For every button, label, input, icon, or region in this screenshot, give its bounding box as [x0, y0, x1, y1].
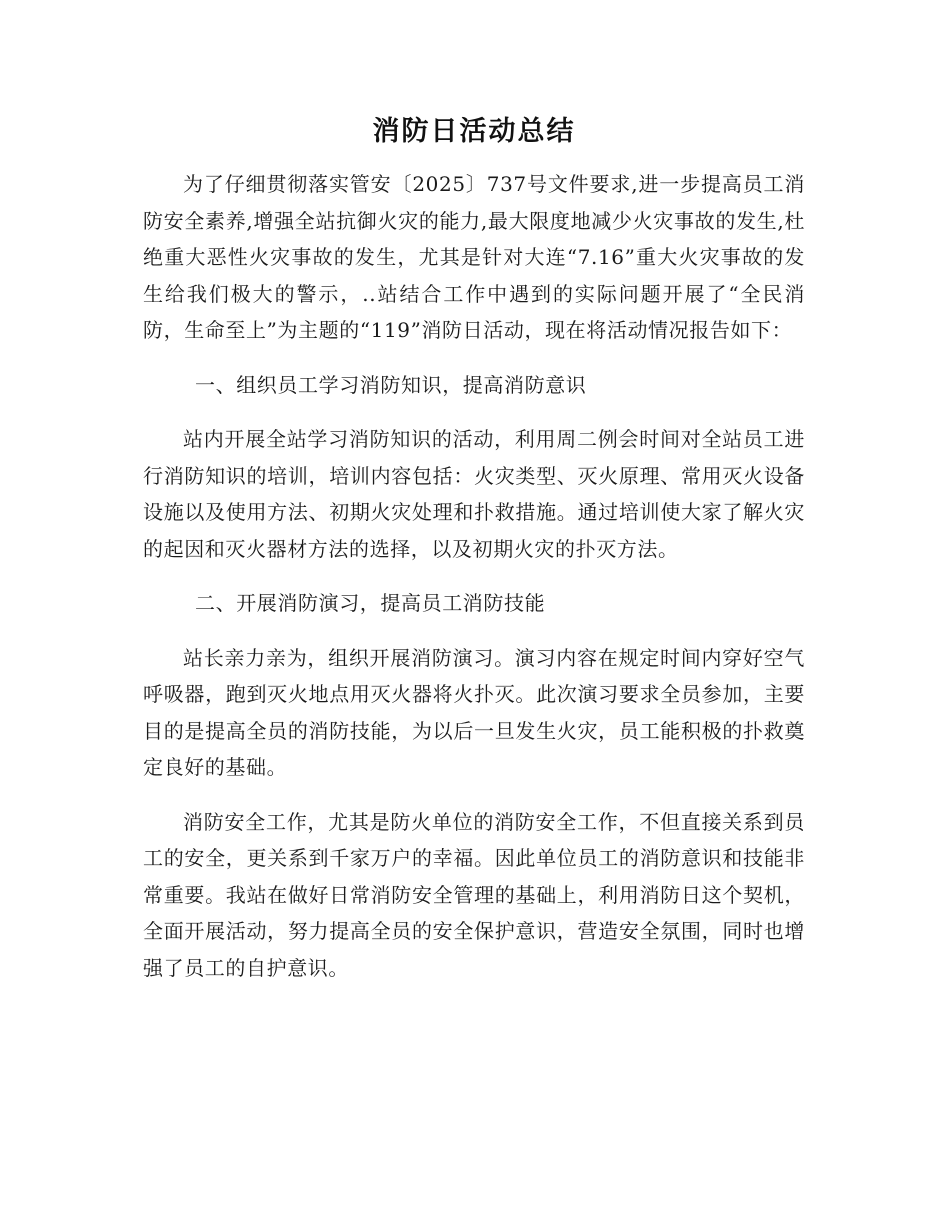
intro-paragraph: 为了仔细贯彻落实管安〔2025〕737号文件要求,进一步提高员工消防安全素养,增强全站抗御火灾的能力,最大限度地减少火灾事故的发生,杜绝重大恶性火灾事故的发生，尤其是针对大连“7.16”重大火灾事故的发生给我们极大的警示，..站结合工作中遇到的实际问题开展了“全民消防，生命至上”为主题的“119”消防日活动，现在将活动情况报告如下： [143, 172, 805, 342]
section-1-paragraph: 站内开展全站学习消防知识的活动，利用周二例会时间对全站员工进行消防知识的培训，培训内容包括：火灾类型、灭火原理、常用灭火设备设施以及使用方法、初期火灾处理和扑救措施。通过培训使大家了解火灾的起因和灭火器材方法的选择，以及初期火灾的扑灭方法。 [143, 427, 805, 561]
section-2-paragraph: 站长亲力亲为，组织开展消防演习。演习内容在规定时间内穿好空气呼吸器，跑到灭火地点用灭火器将火扑灭。此次演习要求全员参加，主要目的是提高全员的消防技能，为以后一旦发生火灾，员工能积极的扑救奠定良好的基础。 [143, 645, 805, 779]
paragraph-gap [143, 403, 805, 421]
paragraph-gap [143, 567, 805, 585]
document-page [143, 112, 805, 986]
section-heading-1: 一、组织员工学习消防知识，提高消防意识 [195, 372, 587, 397]
document-title: 消防日活动总结 [372, 116, 576, 147]
paragraph-gap [143, 786, 805, 804]
section-heading-2: 二、开展消防演习，提高员工消防技能 [195, 591, 546, 615]
paragraph-gap [143, 349, 805, 367]
conclusion-paragraph: 消防安全工作，尤其是防火单位的消防安全工作，不但直接关系到员工的安全，更关系到千家万户的幸福。因此单位员工的消防意识和技能非常重要。我站在做好日常消防安全管理的基础上，利用消防日这个契机，全面开展活动，努力提高全员的安全保护意识，营造安全氛围，同时也增强了员工的自护意识。 [143, 809, 805, 980]
paragraph-gap [143, 622, 805, 640]
